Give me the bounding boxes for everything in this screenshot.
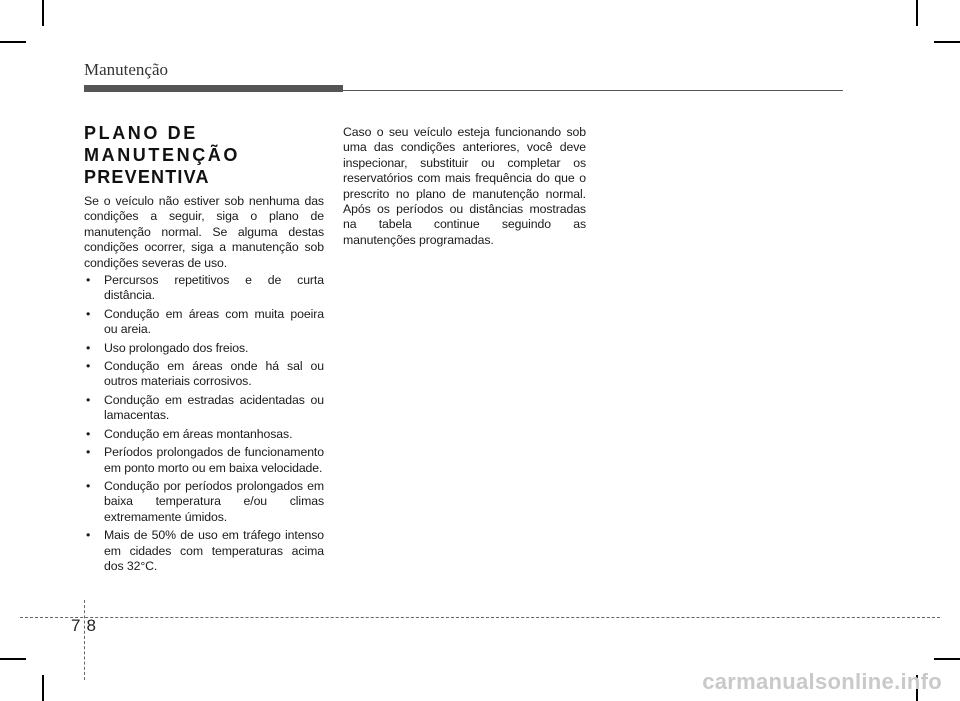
footer-dashed-rule bbox=[20, 617, 940, 618]
crop-mark bbox=[0, 658, 26, 660]
footer-dashed-divider bbox=[84, 600, 85, 680]
section-title bbox=[84, 122, 324, 188]
header-bar bbox=[84, 85, 343, 92]
page-number: 78 bbox=[71, 616, 102, 635]
crop-mark bbox=[0, 41, 26, 43]
right-paragraph: Caso o seu veículo esteja funcionando sob uma das condições anteriores, você deve inspecionar, substituir ou completar os reservatórios com mais frequência do que o prescrito no plano de manutenção normal. Após os períodos ou distâncias mostradas na tabela continue seguindo as manutenções programadas. bbox=[343, 125, 586, 247]
crop-mark bbox=[42, 0, 44, 26]
list-item-text: Condução em áreas onde há sal ou outros materiais corrosivos. bbox=[104, 359, 324, 389]
bullet-icon: • bbox=[86, 445, 91, 460]
bullet-icon: • bbox=[86, 478, 91, 493]
section-title-line1: PLANO DE MANUTENÇÃO bbox=[84, 123, 240, 165]
bullet-icon: • bbox=[86, 392, 91, 407]
list-item-text: Condução em áreas montanhosas. bbox=[104, 426, 293, 441]
list-item-text: Uso prolongado dos freios. bbox=[104, 340, 249, 355]
conditions-list bbox=[84, 273, 324, 574]
list-item-text: Condução por períodos prolongados em baixa temperatura e/ou climas extremamente úmidos. bbox=[104, 478, 324, 524]
crop-mark bbox=[934, 41, 960, 43]
list-item-text: Mais de 50% de uso em tráfego intenso em cidades com temperaturas acima dos 32°C. bbox=[104, 528, 324, 573]
list-item bbox=[84, 359, 324, 390]
list-item-text: Percursos repetitivos e de curta distância. bbox=[104, 273, 324, 303]
bullet-icon: • bbox=[86, 273, 91, 288]
crop-mark bbox=[42, 675, 44, 701]
list-item bbox=[84, 273, 324, 304]
bullet-icon: • bbox=[86, 426, 91, 441]
section-title-line2: PREVENTIVA bbox=[84, 167, 210, 187]
bullet-icon: • bbox=[86, 340, 91, 355]
crop-mark bbox=[934, 658, 960, 660]
bullet-icon: • bbox=[86, 528, 91, 543]
list-item bbox=[84, 445, 324, 476]
left-column bbox=[84, 122, 324, 577]
right-column bbox=[343, 125, 586, 248]
header-rule bbox=[343, 90, 843, 91]
intro-paragraph: Se o veículo não estiver sob nenhuma das condições a seguir, siga o plano de manutenção normal. Se alguma destas condições ocorrer, siga a manutenção sob condições severas de uso. bbox=[84, 194, 324, 270]
list-item-text: Períodos prolongados de funcionamento em ponto morto ou em baixa velocidade. bbox=[104, 445, 324, 475]
chapter-title: Manutenção bbox=[84, 60, 169, 79]
list-item bbox=[84, 307, 324, 338]
list-item bbox=[84, 427, 324, 442]
list-item bbox=[84, 528, 324, 574]
watermark: carmanualsonline.info bbox=[702, 669, 942, 694]
bullet-icon: • bbox=[86, 359, 91, 374]
list-item bbox=[84, 341, 324, 356]
list-item bbox=[84, 393, 324, 424]
crop-mark bbox=[916, 0, 918, 26]
bullet-icon: • bbox=[86, 306, 91, 321]
list-item bbox=[84, 479, 324, 525]
list-item-text: Condução em estradas acidentadas ou lamacentas. bbox=[104, 392, 324, 423]
list-item-text: Condução em áreas com muita poeira ou areia. bbox=[104, 306, 324, 337]
